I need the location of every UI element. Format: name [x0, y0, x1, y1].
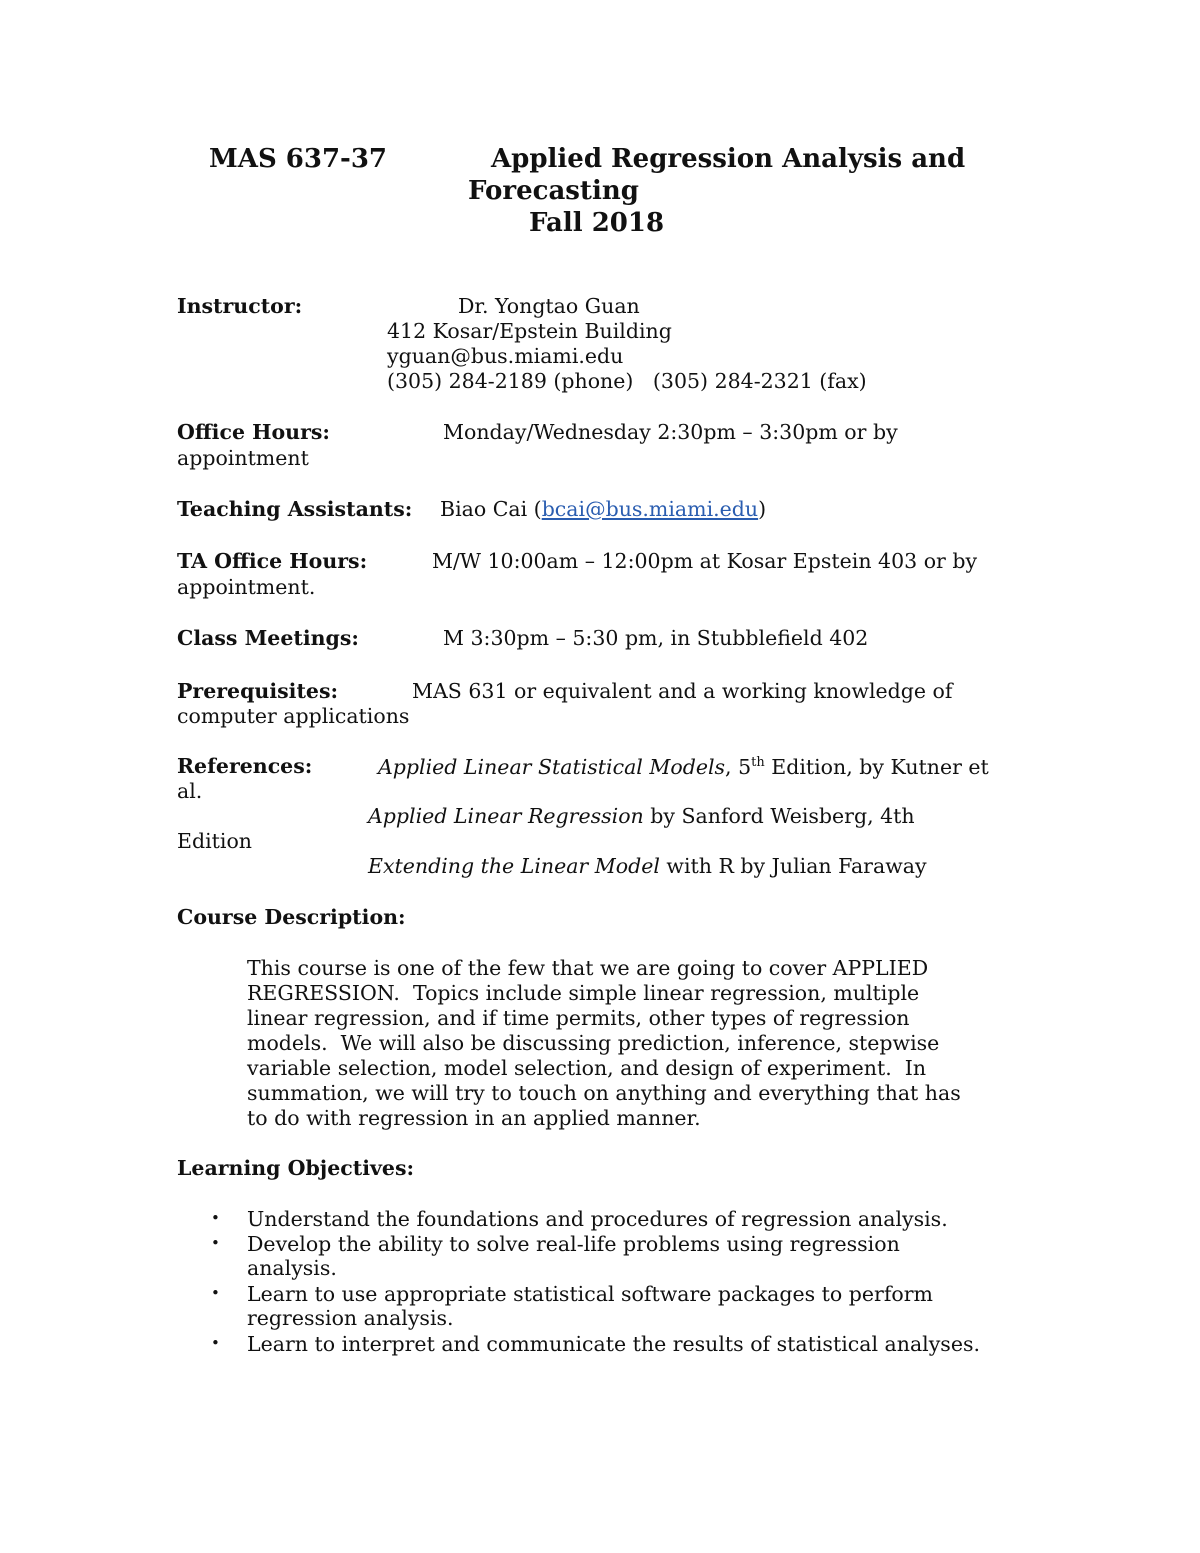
learning-objectives-label: Learning Objectives: [177, 1156, 415, 1180]
class-meetings-value: M 3:30pm – 5:30 pm, in Stubblefield 402 [443, 626, 869, 650]
ta-office-hours-label: TA Office Hours: [177, 549, 368, 573]
objective-item: Develop the ability to solve real-life problems using regression [247, 1232, 900, 1256]
office-hours-value: Monday/Wednesday 2:30pm – 3:30pm or by [443, 420, 898, 444]
course-description-line: linear regression, and if time permits, other types of regression [247, 1006, 910, 1030]
instructor-email: yguan@bus.miami.edu [387, 344, 624, 368]
ta-contact [440, 499, 766, 520]
ta-name: Biao Cai ( [440, 497, 542, 521]
reference-2-title: Applied Linear Regression [368, 804, 644, 828]
objective-item: Understand the foundations and procedures of regression analysis. [247, 1207, 948, 1231]
prerequisites-value: MAS 631 or equivalent and a working knowledge of [412, 679, 953, 703]
course-description-line: variable selection, model selection, and design of experiment. In [247, 1056, 927, 1080]
class-meetings-label: Class Meetings: [177, 626, 359, 650]
prerequisites-value-wrap: computer applications [177, 704, 410, 728]
course-title-line1: Applied Regression Analysis and [491, 144, 966, 174]
reference-3-rest: with R by Julian Faraway [659, 854, 927, 878]
objective-item-wrap: analysis. [247, 1256, 337, 1280]
reference-2 [368, 806, 915, 827]
instructor-phones: (305) 284-2189 (phone) (305) 284-2321 (fax) [387, 369, 867, 393]
ta-office-hours-value: M/W 10:00am – 12:00pm at Kosar Epstein 403 or by [432, 549, 978, 573]
course-term: Fall 2018 [529, 208, 665, 238]
bullet-icon: • [211, 1209, 220, 1227]
reference-1-superscript: th [751, 755, 765, 770]
reference-2-wrap: Edition [177, 829, 252, 853]
instructor-name: Dr. Yongtao Guan [458, 294, 640, 318]
objective-item-wrap: regression analysis. [247, 1306, 454, 1330]
course-description-line: This course is one of the few that we are going to cover APPLIED [247, 956, 929, 980]
reference-1-wrap: al. [177, 779, 203, 803]
objective-item: Learn to use appropriate statistical software packages to perform [247, 1282, 933, 1306]
course-description-line: to do with regression in an applied manner. [247, 1106, 701, 1130]
office-hours-value-wrap: appointment [177, 446, 309, 470]
objective-item: Learn to interpret and communicate the results of statistical analyses. [247, 1332, 980, 1356]
references-label: References: [177, 754, 313, 778]
bullet-icon: • [211, 1284, 220, 1302]
reference-1-edition: , 5 [725, 755, 752, 779]
reference-3-title: Extending the Linear Model [368, 854, 660, 878]
course-description-line: summation, we will try to touch on anything and everything that has [247, 1081, 961, 1105]
course-code: MAS 637-37 [209, 144, 388, 174]
course-description-line: models. We will also be discussing prediction, inference, stepwise [247, 1031, 940, 1055]
office-hours-label: Office Hours: [177, 420, 330, 444]
instructor-label: Instructor: [177, 294, 303, 318]
course-description-label: Course Description: [177, 905, 406, 929]
reference-1-rest: Edition, by Kutner et [764, 755, 989, 779]
ta-office-hours-value-wrap: appointment. [177, 575, 316, 599]
ta-email-link[interactable]: bcai@bus.miami.edu [541, 497, 759, 521]
prerequisites-label: Prerequisites: [177, 679, 339, 703]
reference-3 [368, 856, 927, 877]
reference-1 [378, 756, 989, 778]
teaching-assistants-label: Teaching Assistants: [177, 497, 413, 521]
instructor-office: 412 Kosar/Epstein Building [387, 319, 672, 343]
reference-1-title: Applied Linear Statistical Models [378, 755, 726, 779]
bullet-icon: • [211, 1234, 220, 1252]
ta-close-paren: ) [758, 497, 767, 521]
course-description-line: REGRESSION. Topics include simple linear regression, multiple [247, 981, 920, 1005]
bullet-icon: • [211, 1334, 220, 1352]
reference-2-rest: by Sanford Weisberg, 4th [643, 804, 915, 828]
course-title-line2: Forecasting [468, 176, 639, 206]
